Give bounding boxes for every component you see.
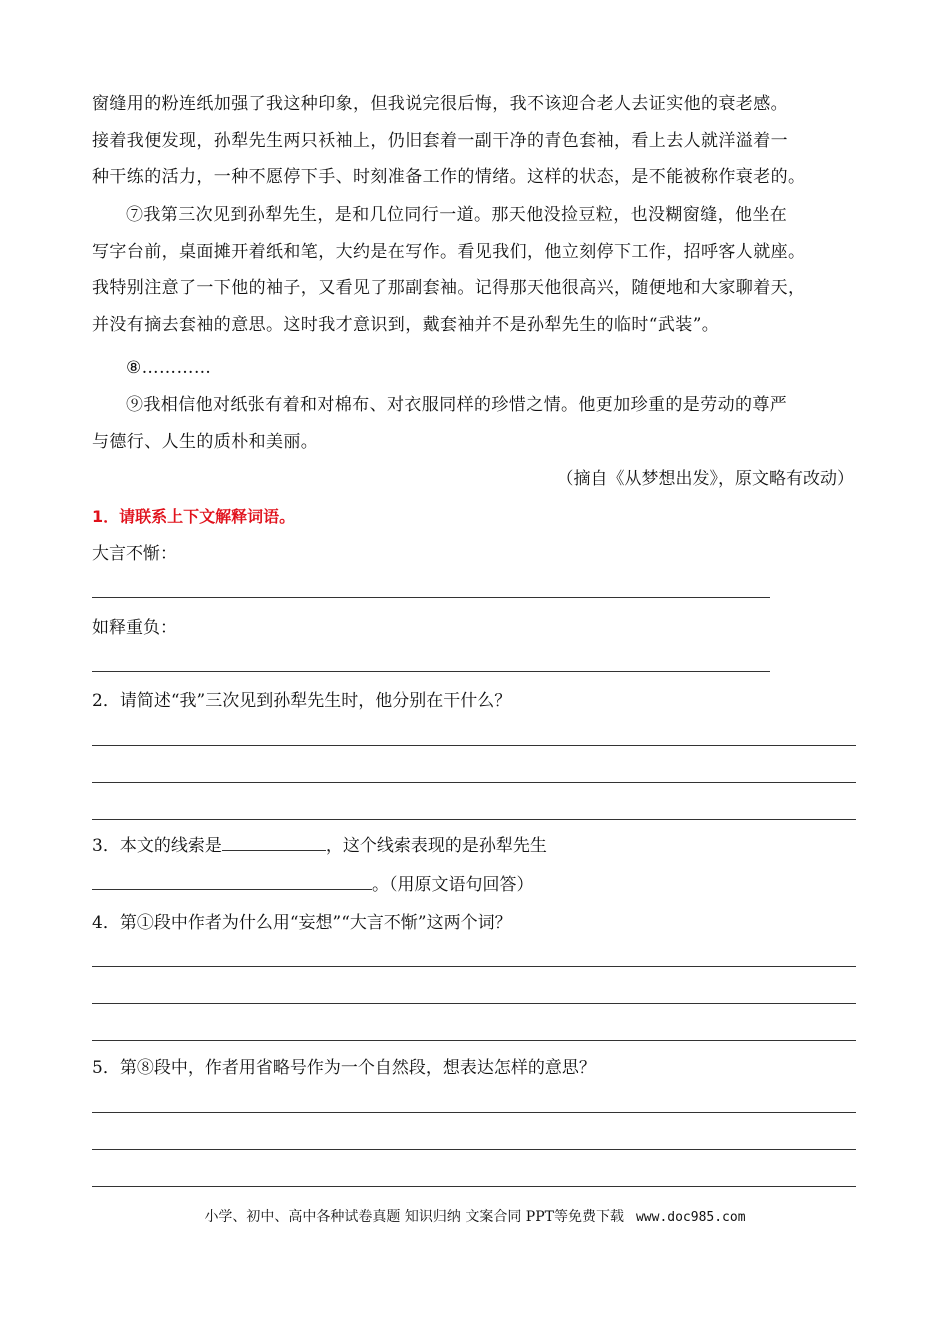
- page-footer: [0, 1206, 950, 1226]
- answer-line[interactable]: [92, 1003, 856, 1004]
- question-3-text-c: 。（用原文语句回答）: [372, 875, 534, 895]
- answer-line[interactable]: [92, 671, 770, 672]
- question-3-line-1: [92, 831, 547, 861]
- answer-line[interactable]: [92, 966, 856, 967]
- question-1-term-1: 大言不惭：: [92, 544, 177, 564]
- fill-blank[interactable]: [222, 832, 326, 851]
- passage-line: ⑦我第三次见到孙犁先生，是和几位同行一道。那天他没捡豆粒，也没糊窗缝，他坐在: [126, 205, 788, 225]
- passage-line: 接着我便发现，孙犁先生两只袄袖上，仍旧套着一副干净的青色套袖，看上去人就洋溢着一: [92, 130, 788, 151]
- footer-text: 小学、初中、高中各种试卷真题 知识归纳 文案合同 PPT等免费下载: [204, 1209, 624, 1225]
- passage-source: （摘自《从梦想出发》，原文略有改动）: [556, 469, 854, 489]
- passage-paragraph-8: [92, 350, 872, 387]
- passage-line: 我特别注意了一下他的袖子，又看见了那副套袖。记得那天他很高兴，随便地和大家聊着天，: [92, 278, 806, 298]
- passage-line: 写字台前，桌面摊开着纸和笔，大约是在写作。看见我们，他立刻停下工作，招呼客人就座。: [92, 241, 806, 262]
- question-1-title: 1．请联系上下文解释词语。: [92, 507, 296, 526]
- question-4: 4．第①段中作者为什么用“妄想”“大言不惭”这两个词？: [92, 913, 512, 933]
- question-3-text-a: 3．本文的线索是: [92, 836, 222, 856]
- passage-line: 与德行、人生的质朴和美丽。: [92, 431, 319, 452]
- passage-line: 种干练的活力，一种不愿停下手、时刻准备工作的情绪。这样的状态，是不能被称作衰老的。: [92, 167, 806, 187]
- passage-line: ⑧…………: [126, 358, 212, 378]
- answer-line[interactable]: [92, 1112, 856, 1113]
- answer-line[interactable]: [92, 782, 856, 783]
- passage-paragraph-9: [92, 387, 872, 460]
- question-3-text-b: ，这个线索表现的是孙犁先生: [325, 836, 547, 856]
- answer-line[interactable]: [92, 745, 856, 746]
- answer-line[interactable]: [92, 597, 770, 598]
- question-3-line-2: [92, 870, 534, 900]
- question-1-term-2: 如释重负：: [92, 618, 177, 638]
- answer-line[interactable]: [92, 1186, 856, 1187]
- fill-blank[interactable]: [92, 871, 372, 890]
- footer-url[interactable]: www.doc985.com: [635, 1210, 746, 1225]
- passage-line: 并没有摘去套袖的意思。这时我才意识到，戴套袖并不是孙犁先生的临时“武装”。: [92, 314, 720, 335]
- passage-line: 窗缝用的粉连纸加强了我这种印象，但我说完很后悔，我不该迎合老人去证实他的衰老感。: [92, 94, 788, 114]
- answer-line[interactable]: [92, 819, 856, 820]
- passage-line: ⑨我相信他对纸张有着和对棉布、对衣服同样的珍惜之情。他更加珍重的是劳动的尊严: [126, 395, 788, 415]
- question-2: 2．请简述“我”三次见到孙犁先生时，他分别在干什么？: [92, 691, 512, 711]
- passage-paragraph-7: [92, 197, 872, 343]
- answer-line[interactable]: [92, 1040, 856, 1041]
- passage-paragraph-6-end: [92, 86, 872, 196]
- answer-line[interactable]: [92, 1149, 856, 1150]
- question-5: 5．第⑧段中，作者用省略号作为一个自然段，想表达怎样的意思？: [92, 1058, 596, 1078]
